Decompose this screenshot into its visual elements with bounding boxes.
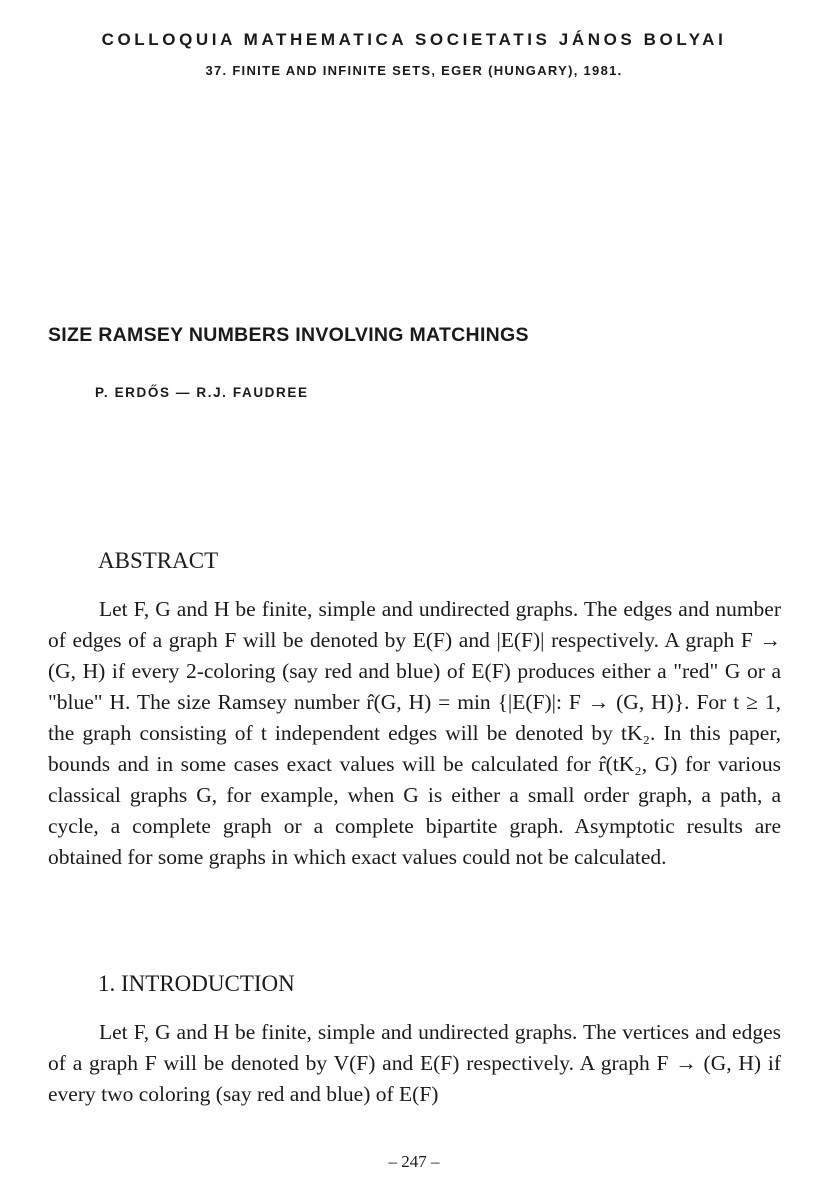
paper-title: SIZE RAMSEY NUMBERS INVOLVING MATCHINGS	[48, 324, 529, 346]
abstract-body	[48, 594, 781, 873]
proceedings-line: 37. FINITE AND INFINITE SETS, EGER (HUNGARY), 1981.	[205, 63, 623, 78]
abstract-heading: ABSTRACT	[98, 548, 219, 573]
introduction-text: Let F, G and H be finite, simple and undirected graphs. The vertices and edges of a graph F will be denoted by V(F) and E(F) respectively. A graph F → (G, H) if every two coloring (say red and blue) of E(F)	[48, 1020, 781, 1106]
page-number: – 247 –	[388, 1152, 440, 1171]
abstract-text: Let F, G and H be finite, simple and undirected graphs. The edges and number of edges of a graph F will be denoted by E(F) and |E(F)| respectively. A graph F → (G, H) if every 2-coloring (say red and blue) of E(F) produces either a "red" G or a "blue" H. The size Ramsey number r̂(G, H) = min {|E(F)|: F → (G, H)}. For t ≥ 1, the graph consisting of t independent edges will be denoted by tK₂. In this paper, bounds and in some cases exact values will be calculated for r̂(tK₂, G) for various classical graphs G, for example, when G is either a small order graph, a path, a cycle, a complete graph or a complete bipartite graph. Asymptotic results are obtained for some graphs in which exact values could not be calculated.	[48, 597, 781, 869]
introduction-heading: 1. INTRODUCTION	[98, 971, 295, 996]
paper-authors: P. ERDŐS — R.J. FAUDREE	[95, 385, 309, 400]
introduction-body	[48, 1017, 781, 1110]
series-title: COLLOQUIA MATHEMATICA SOCIETATIS JÁNOS BOLYAI	[101, 30, 727, 49]
